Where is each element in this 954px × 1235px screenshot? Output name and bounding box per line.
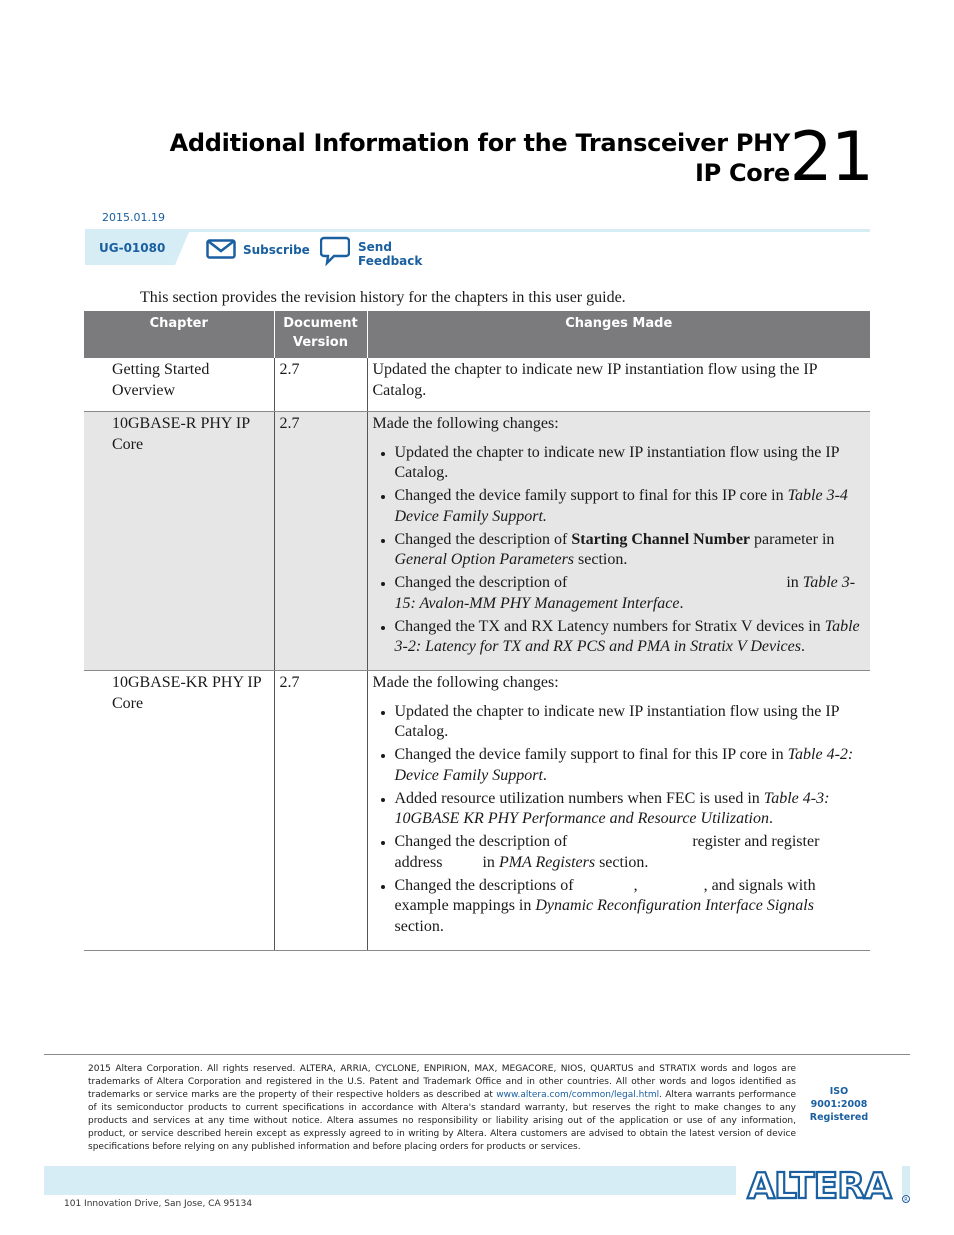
item-text: Changed the TX and RX Latency numbers for Stratix V devices in	[394, 617, 825, 635]
list-item	[395, 486, 867, 527]
altera-logo	[736, 1160, 916, 1208]
legal-notice	[88, 1063, 796, 1154]
section-reference: General Option Parameters	[394, 551, 575, 568]
table-reference: Table 3-4 Device Family Support.	[394, 487, 848, 525]
item-text: section.	[574, 551, 628, 568]
publication-date: 2015.01.19	[102, 211, 165, 224]
table-row	[84, 671, 870, 951]
item-text: Changed the device family support to final for this IP core in	[394, 487, 788, 504]
list-item	[395, 573, 867, 614]
changes-cell	[367, 412, 870, 671]
legal-text: . Altera warrants performance of its semiconductor products to current specifications in accordance with Altera's standard warranty, but reserves the right to make changes to any products and services at any time without notice. Altera assumes no responsibility or liability arising out of the application or use of any information, product, or service described herein except as expressly agreed to in writing by Altera. Altera customers are advised to obtain the latest version of device specifications before relying on any published information and before placing orders for products or services.	[88, 1090, 796, 1152]
item-text: Changed the description of	[394, 574, 568, 591]
list-item	[395, 530, 867, 571]
item-text: signals with example mappings in	[394, 876, 816, 914]
list-item	[395, 443, 867, 484]
item-text: .	[800, 638, 805, 655]
section-reference: PMA Registers	[498, 853, 596, 871]
svg-text:R: R	[904, 1197, 908, 1203]
company-address: 101 Innovation Drive, San Jose, CA 95134	[64, 1199, 253, 1209]
item-text: , and	[703, 876, 735, 894]
table-header-row	[84, 311, 870, 358]
chapter-title	[170, 128, 790, 188]
header-changes-made: Changes Made	[367, 311, 870, 358]
legal-text: 2015 Altera Corporation. All rights reserved. ALTERA, ARRIA, CYCLONE, ENPIRION, MAX, MEGACORE, NIOS, QUARTUS and STRATIX words and logos are trademarks of Altera Corporation and registered in the U.S. Patent and Trademark Office and in other countries. All other words and logos identified as trademarks or service marks are the property of their respective holders as described at	[88, 1064, 796, 1100]
iso-line: 9001:2008	[810, 1099, 868, 1110]
item-text: section.	[394, 917, 444, 935]
item-text: register and register address	[394, 833, 820, 871]
item-text: in	[482, 853, 499, 871]
logo-wordmark: ALTERA	[747, 1166, 891, 1207]
table-reference: Table 4-2: Device Family Support	[394, 746, 854, 784]
changes-list	[373, 702, 867, 938]
item-text: .	[768, 810, 773, 827]
parameter-name: Starting Channel Number	[571, 530, 751, 548]
header-document-version: Document Version	[274, 311, 367, 358]
table-reference: Table 4-3: 10GBASE KR PHY Performance and Resource Utilization	[394, 789, 830, 827]
chapter-cell: Getting Started Overview	[84, 358, 274, 412]
chapter-title-line2: IP Core	[695, 159, 790, 187]
intro-paragraph: This section provides the revision history for the chapters in this user guide.	[140, 289, 626, 306]
item-text: .	[542, 766, 547, 784]
list-item	[395, 832, 867, 873]
document-info-bar	[85, 229, 870, 265]
subscribe-link[interactable]	[206, 238, 310, 262]
list-item	[395, 876, 867, 938]
iso-line: Registered	[809, 1112, 869, 1123]
footer-divider	[44, 1054, 910, 1055]
item-text: Changed the device family support to final for this IP core in	[394, 746, 788, 763]
changes-cell	[367, 671, 870, 951]
item-text: Changed the description of	[394, 530, 572, 548]
subscribe-label: Subscribe	[243, 243, 310, 257]
item-text: ,	[633, 876, 638, 894]
list-item	[395, 702, 867, 743]
item-text: Updated the chapter to indicate new IP instantiation flow using the IP Catalog.	[394, 443, 839, 481]
document-id: UG-01080	[85, 232, 175, 265]
chapter-cell: 10GBASE-KR PHY IP Core	[84, 671, 274, 951]
changes-lead: Made the following changes:	[372, 415, 559, 432]
list-item	[395, 745, 867, 786]
chapter-number: 21	[789, 118, 872, 197]
list-item	[395, 789, 867, 830]
item-text: parameter in	[750, 530, 835, 548]
changes-lead: Made the following changes:	[372, 674, 559, 691]
send-feedback-link[interactable]	[320, 236, 460, 266]
document-id-tab-tip	[175, 232, 189, 265]
chapter-cell: 10GBASE-R PHY IP Core	[84, 412, 274, 671]
item-text: .	[679, 594, 684, 612]
version-cell: 2.7	[274, 358, 367, 412]
revision-history-table	[84, 311, 870, 951]
legal-link[interactable]: www.altera.com/common/legal.html	[496, 1090, 660, 1100]
send-feedback-label: Send Feedback	[358, 240, 423, 268]
item-text: Changed the description of	[394, 833, 568, 850]
version-cell: 2.7	[274, 412, 367, 671]
list-item	[395, 617, 867, 658]
item-text: section.	[595, 853, 649, 871]
header-chapter: Chapter	[84, 311, 274, 358]
version-cell: 2.7	[274, 671, 367, 951]
iso-line: ISO	[829, 1086, 849, 1097]
changes-list	[373, 443, 867, 658]
chapter-title-line1: Additional Information for the Transceiver PHY	[169, 129, 790, 157]
section-reference: Dynamic Reconfiguration Interface Signals	[535, 897, 814, 914]
item-text: Changed the descriptions of	[394, 876, 574, 894]
table-row	[84, 412, 870, 671]
item-text: Updated the chapter to indicate new IP instantiation flow using the IP Catalog.	[394, 702, 839, 740]
speech-bubble-icon	[320, 236, 350, 266]
item-text: in	[786, 574, 799, 591]
iso-certification	[806, 1085, 872, 1124]
table-reference: Table 3-2: Latency for TX and RX PCS and PMA in Stratix V Devices	[394, 617, 860, 655]
changes-cell: Updated the chapter to indicate new IP instantiation flow using the IP Catalog.	[367, 358, 870, 412]
item-text: Added resource utilization numbers when FEC is used in	[394, 789, 764, 807]
table-row	[84, 358, 870, 412]
envelope-icon	[206, 239, 236, 259]
table-reference: Table 3-15: Avalon-MM PHY Management Interface	[394, 574, 856, 612]
